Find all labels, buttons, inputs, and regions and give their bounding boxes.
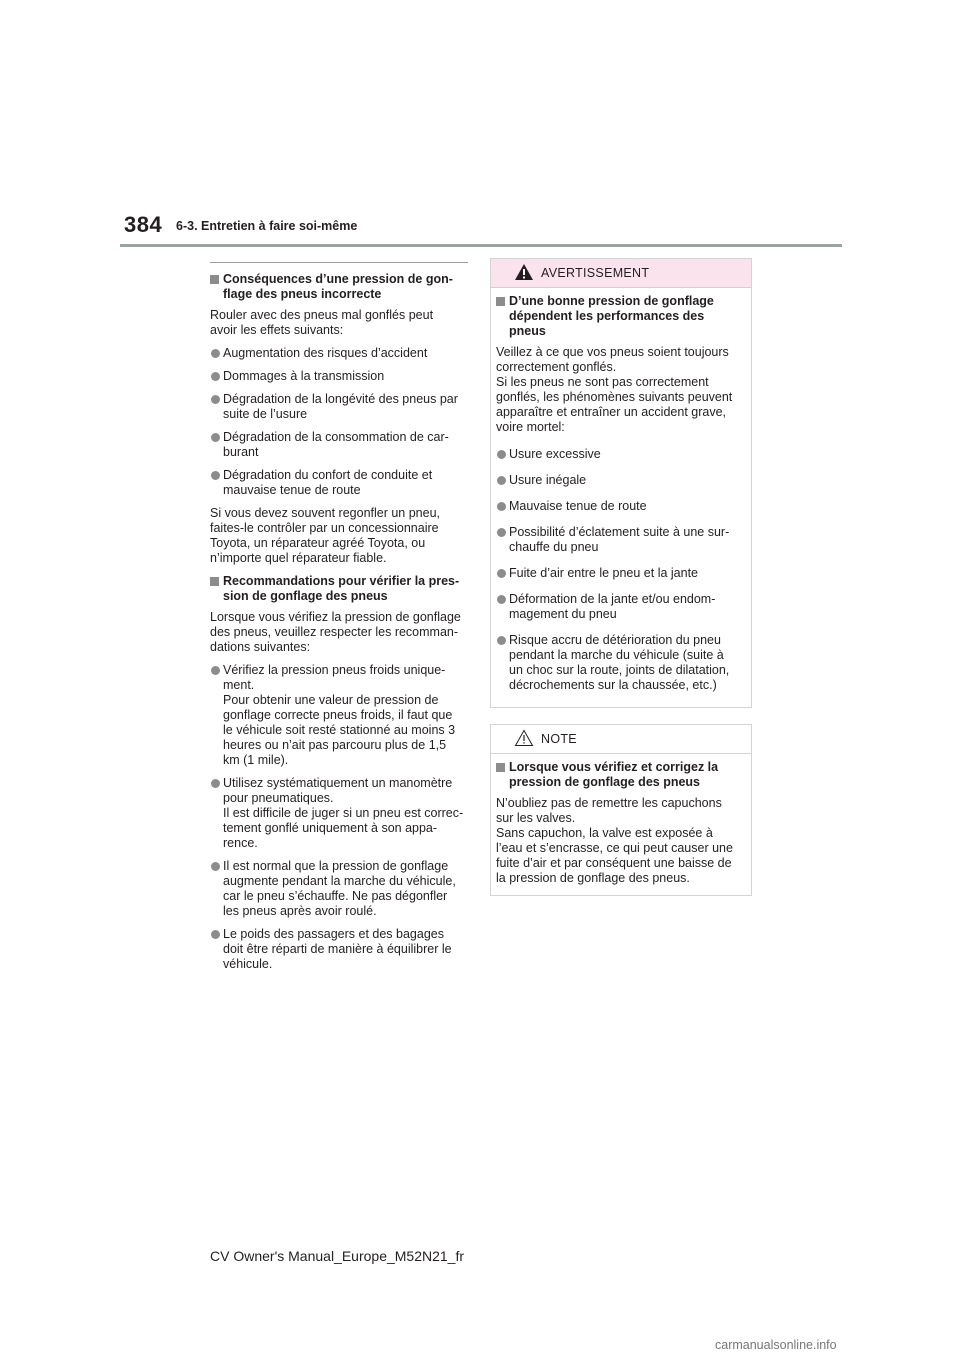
circle-bullet-icon [497, 595, 506, 604]
list-item-text: Usure excessive [509, 447, 601, 461]
list-item-text: Déformation de la jante et/ou endom- magement du pneu [509, 592, 716, 621]
list-item-text: Possibilité d’éclatement suite à une sur- chauffe du pneu [509, 525, 730, 554]
list-item-text: Dégradation de la consommation de car- burant [223, 430, 449, 459]
circle-bullet-icon [211, 349, 220, 358]
paragraph-advice: Si vous devez souvent regonfler un pneu, faites-le contrôler par un concessionnaire Toyota, un réparateur agréé Toyota, ou n’importe quel réparateur fiable. [210, 506, 441, 565]
circle-bullet-icon [497, 636, 506, 645]
list-item [496, 525, 745, 555]
heading-recommendations [210, 574, 468, 604]
header-rule [120, 244, 842, 247]
note-header [491, 725, 751, 754]
circle-bullet-icon [497, 569, 506, 578]
square-bullet-icon [496, 763, 505, 772]
section-title: 6-3. Entretien à faire soi-même [176, 219, 358, 233]
list-item-text: Risque accru de détérioration du pneu pendant la marche du véhicule (suite à un choc sur la route, joints de dilatation, décrochements sur la chaussée, etc.) [509, 633, 730, 692]
heading-text: D’une bonne pression de gonflage dépendent les performances des pneus [509, 294, 714, 338]
warning-heading [496, 294, 745, 339]
circle-bullet-icon [497, 502, 506, 511]
list-item [210, 369, 468, 384]
note-title: NOTE [541, 732, 577, 746]
circle-bullet-icon [211, 862, 220, 871]
caution-triangle-icon [514, 729, 534, 747]
circle-bullet-icon [497, 450, 506, 459]
circle-bullet-icon [211, 666, 220, 675]
list-item [496, 447, 745, 462]
warning-body [491, 288, 751, 693]
warning-triangle-icon [514, 263, 534, 281]
warning-title: AVERTISSEMENT [541, 266, 650, 280]
list-item [210, 776, 468, 851]
square-bullet-icon [496, 297, 505, 306]
list-item-text: Utilisez systématiquement un manomètre pour pneumatiques. Il est difficile de juger si un pneu est correc- tement gonflé uniquement à son appa- rence. [223, 776, 464, 850]
circle-bullet-icon [211, 395, 220, 404]
heading-text: Conséquences d’une pression de gon- flage des pneus incorrecte [223, 272, 453, 301]
list-item-text: Le poids des passagers et des bagages doit être réparti de manière à équilibrer le véhicule. [223, 927, 452, 971]
paragraph-intro-2: Lorsque vous vérifiez la pression de gonflage des pneus, veuillez respecter les recomman- dations suivantes: [210, 610, 461, 654]
list-item-text: Usure inégale [509, 473, 587, 487]
heading-text: Lorsque vous vérifiez et corrigez la pression de gonflage des pneus [509, 760, 719, 789]
circle-bullet-icon [211, 433, 220, 442]
footer-manual-name: CV Owner's Manual_Europe_M52N21_fr [210, 1248, 465, 1264]
list-item [496, 633, 745, 693]
circle-bullet-icon [211, 372, 220, 381]
square-bullet-icon [210, 577, 219, 586]
column-rule [210, 262, 468, 263]
list-item [496, 473, 745, 488]
heading-text: Recommandations pour vérifier la pres- sion de gonflage des pneus [223, 574, 460, 603]
left-column [210, 262, 468, 980]
warning-intro: Veillez à ce que vos pneus soient toujours correctement gonflés. Si les pneus ne sont pas correctement gonflés, les phénomènes suivants peuvent apparaître et entraîner un accident grave, voire mortel: [496, 345, 733, 434]
list-item [210, 346, 468, 361]
note-text: N’oubliez pas de remettre les capuchons sur les valves. Sans capuchon, la valve est exposée à l’eau et s’encrasse, ce qui peut causer une fuite d’air et par conséquent une baisse de la pression de gonflage des pneus. [496, 796, 733, 885]
list-item [210, 859, 468, 919]
list-item [210, 927, 468, 972]
circle-bullet-icon [497, 476, 506, 485]
list-item [210, 392, 468, 422]
watermark: carmanualsonline.info [715, 1338, 837, 1352]
list-item-text: Augmentation des risques d’accident [223, 346, 428, 360]
list-item-text: Vérifiez la pression pneus froids unique- ment. Pour obtenir une valeur de pression de gonflage correcte pneus froids, il faut que le véhicule soit resté stationné au moins 3 heures ou n’ait pas parcouru plus de 1,5 km (1 mile). [223, 663, 456, 767]
paragraph-intro-1: Rouler avec des pneus mal gonflés peut avoir les effets suivants: [210, 308, 434, 337]
heading-consequences [210, 272, 468, 302]
circle-bullet-icon [497, 528, 506, 537]
list-item-text: Dégradation de la longévité des pneus par suite de l’usure [223, 392, 458, 421]
warning-header [491, 259, 751, 288]
square-bullet-icon [210, 275, 219, 284]
list-item [496, 566, 745, 581]
note-body [491, 754, 751, 886]
list-item-text: Il est normal que la pression de gonflage augmente pendant la marche du véhicule, car le pneu s’échauffe. Ne pas dégonfler les pneus après avoir roulé. [223, 859, 456, 918]
list-item-text: Mauvaise tenue de route [509, 499, 647, 513]
page-number: 384 [124, 212, 163, 237]
circle-bullet-icon [211, 779, 220, 788]
circle-bullet-icon [211, 930, 220, 939]
note-heading [496, 760, 745, 790]
list-item-text: Dégradation du confort de conduite et mauvaise tenue de route [223, 468, 433, 497]
list-item [210, 430, 468, 460]
list-item-text: Dommages à la transmission [223, 369, 385, 383]
list-item [496, 592, 745, 622]
list-item [210, 468, 468, 498]
circle-bullet-icon [211, 471, 220, 480]
note-box [490, 724, 752, 896]
list-item [496, 499, 745, 514]
list-item [210, 663, 468, 768]
list-item-text: Fuite d’air entre le pneu et la jante [509, 566, 699, 580]
warning-box [490, 258, 752, 708]
